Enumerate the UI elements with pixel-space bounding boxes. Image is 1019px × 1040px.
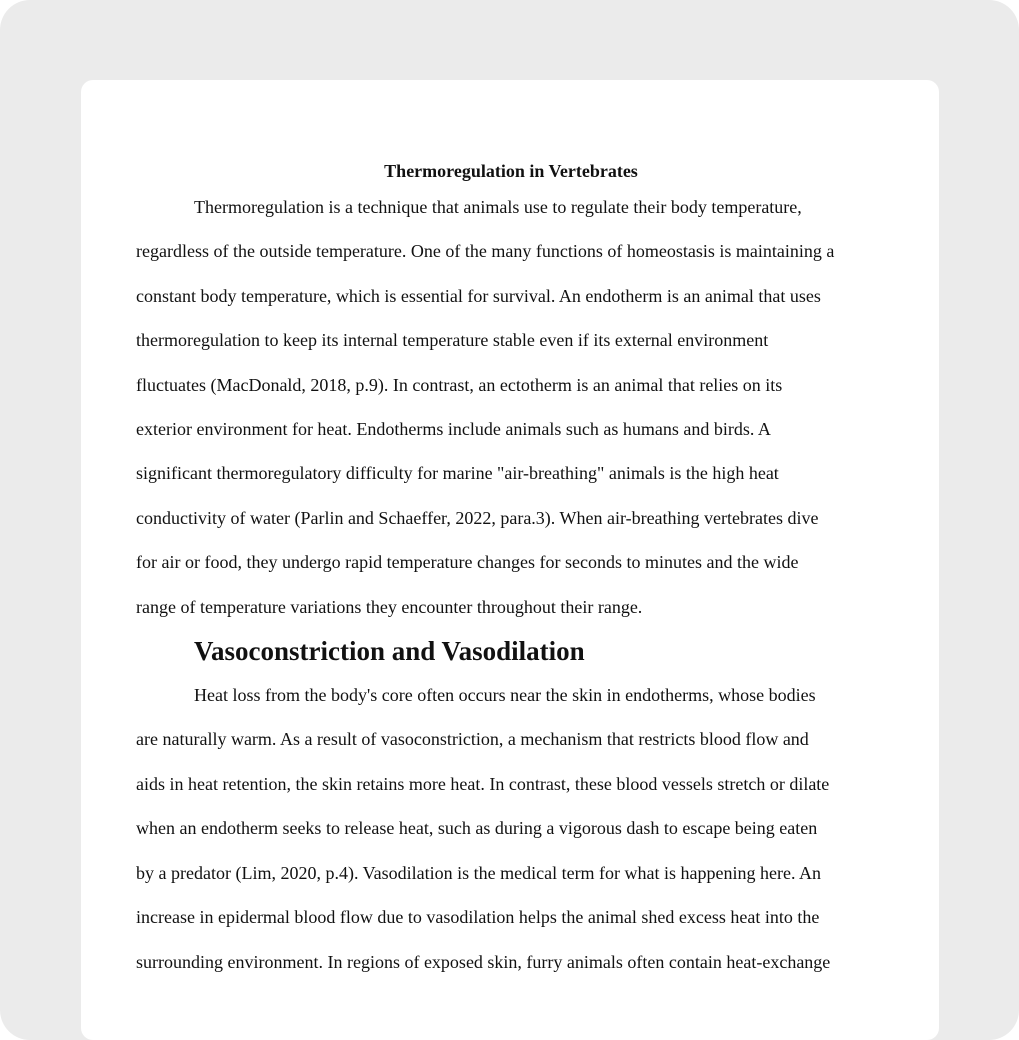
paragraph-line: surrounding environment. In regions of exposed skin, furry animals often contain heat-exchange	[136, 951, 831, 972]
paragraph-line: aids in heat retention, the skin retains more heat. In contrast, these blood vessels stretch or dilate	[136, 773, 830, 794]
paragraph-line: conductivity of water (Parlin and Schaeffer, 2022, para.3). When air-breathing vertebrates dive	[136, 507, 819, 528]
paragraph-line: thermoregulation to keep its internal temperature stable even if its external environment	[136, 330, 769, 351]
section-heading: Vasoconstriction and Vasodilation	[194, 636, 585, 667]
paragraph-line: range of temperature variations they encounter throughout their range.	[136, 596, 643, 617]
paragraph-line: when an endotherm seeks to release heat, such as during a vigorous dash to escape being eaten	[136, 818, 818, 839]
paragraph-line: significant thermoregulatory difficulty for marine "air-breathing" animals is the high heat	[136, 463, 779, 484]
paragraph-line: are naturally warm. As a result of vasoconstriction, a mechanism that restricts blood flow and	[136, 729, 809, 750]
paragraph-line: constant body temperature, which is essential for survival. An endotherm is an animal that uses	[136, 285, 821, 306]
paragraph-line: for air or food, they undergo rapid temperature changes for seconds to minutes and the wide	[136, 552, 799, 573]
document-title: Thermoregulation in Vertebrates	[384, 161, 638, 181]
document-body	[136, 156, 886, 984]
paragraph-line: exterior environment for heat. Endotherms include animals such as humans and birds. A	[136, 419, 771, 440]
paragraph-line: regardless of the outside temperature. One of the many functions of homeostasis is maintaining a	[136, 241, 835, 262]
paragraph-vasoconstriction	[136, 673, 886, 984]
paragraph-line: Heat loss from the body's core often occurs near the skin in endotherms, whose bodies	[194, 685, 816, 706]
paragraph-line: increase in epidermal blood flow due to vasodilation helps the animal shed excess heat into the	[136, 907, 820, 928]
paragraph-line: by a predator (Lim, 2020, p.4). Vasodilation is the medical term for what is happening here. An	[136, 862, 822, 883]
paragraph-line: fluctuates (MacDonald, 2018, p.9). In contrast, an ectotherm is an animal that relies on its	[136, 374, 783, 395]
document-page	[81, 80, 939, 1040]
paragraph-intro	[136, 185, 886, 629]
paragraph-line: Thermoregulation is a technique that animals use to regulate their body temperature,	[194, 197, 802, 217]
